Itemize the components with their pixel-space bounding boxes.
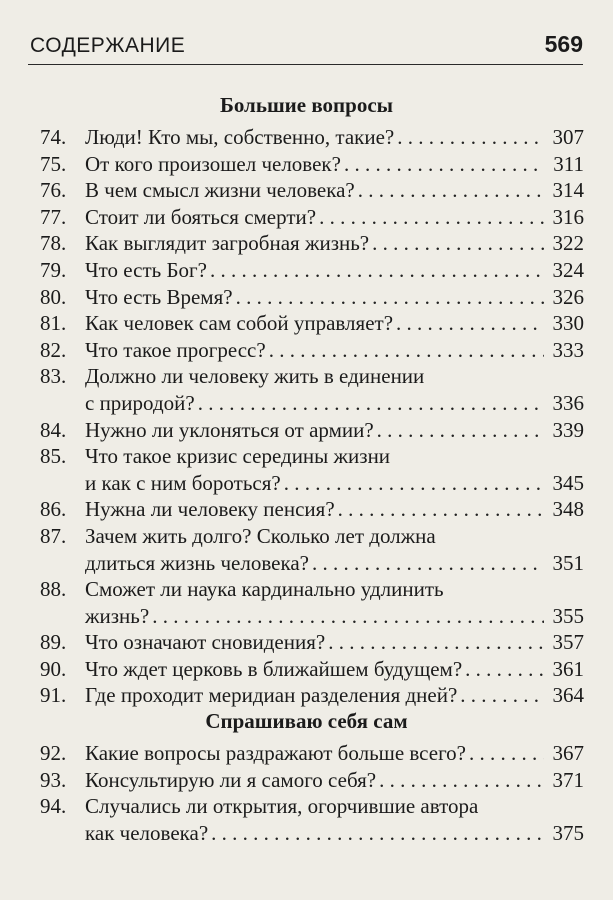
entry-number: 90. [40,656,67,681]
dot-leader [319,204,544,231]
entry-page-number: 311 [553,151,584,176]
dot-leader [284,470,544,497]
toc-entry [40,523,584,550]
dot-leader [152,603,544,630]
entry-title: жизнь? [85,603,150,628]
dot-leader [198,390,544,417]
entry-number: 86. [40,497,67,522]
entry-number: 83. [40,364,67,389]
entry-title: Консультирую ли я самого себя? [85,767,377,792]
dot-leader [372,230,544,257]
entry-page-number: 351 [552,550,584,575]
entry-title: и как с ним бороться? [85,470,281,495]
toc-entry-continuation [40,550,584,577]
toc-entry [40,124,584,151]
dot-leader [460,682,544,709]
entry-page-number: 314 [552,178,584,203]
entry-number: 81. [40,311,67,336]
entry-number: 94. [40,794,67,819]
toc-entry [40,363,584,390]
dot-leader [377,417,544,444]
entry-page-number: 345 [552,470,584,495]
entry-page-number: 357 [552,630,584,655]
entry-number: 91. [40,683,67,708]
entry-number: 82. [40,337,67,362]
page-header [28,28,583,65]
toc-entry [40,629,584,656]
dot-leader [469,740,544,767]
entry-title: Что есть Время? [85,284,233,309]
entry-number: 85. [40,444,67,469]
entry-page-number: 330 [552,311,584,336]
toc-list-big-questions [40,124,584,709]
dot-leader [236,284,544,311]
toc-entry [40,496,584,523]
entry-page-number: 355 [552,603,584,628]
toc-entry [40,310,584,337]
running-title: СОДЕРЖАНИЕ [30,34,186,57]
entry-page-number: 307 [552,125,584,149]
entry-number: 93. [40,767,67,792]
toc-entry [40,230,584,257]
entry-page-number: 324 [552,257,584,282]
toc-entry [40,204,584,231]
entry-title: с природой? [85,390,195,415]
entry-page-number: 333 [552,337,584,362]
entry-page-number: 348 [552,497,584,522]
entry-number: 75. [40,151,67,176]
dot-leader [269,337,544,364]
entry-title: Должно ли человеку жить в единении [85,364,425,389]
entry-page-number: 367 [552,741,584,765]
entry-title: Какие вопросы раздражают больше всего? [85,741,466,765]
toc-entry [40,417,584,444]
entry-title: Зачем жить долго? Сколько лет должна [85,523,436,548]
entry-title: Стоит ли бояться смерти? [85,204,317,229]
toc-entry [40,257,584,284]
entry-number: 78. [40,231,67,256]
entry-title: Люди! Кто мы, собственно, такие? [85,125,395,149]
entry-title: Что такое прогресс? [85,337,266,362]
entry-number: 80. [40,284,67,309]
dot-leader [211,820,544,847]
entry-page-number: 326 [552,284,584,309]
toc-entry [40,443,584,470]
dot-leader [344,151,544,178]
toc-entry [40,284,584,311]
entry-page-number: 316 [552,204,584,229]
entry-title: В чем смысл жизни человека? [85,178,355,203]
entry-number: 89. [40,630,67,655]
entry-number: 88. [40,577,67,602]
toc-entry [40,793,584,820]
toc-entry [40,682,584,709]
entry-number: 92. [40,741,67,765]
entry-title: Как человек сам собой управляет? [85,311,394,336]
page-number: 569 [544,31,583,57]
toc-entry-continuation [40,390,584,417]
dot-leader [358,177,544,204]
dot-leader [210,257,544,284]
entry-number: 84. [40,417,67,442]
entry-page-number: 322 [552,231,584,256]
toc-entry [40,151,584,178]
toc-entry-continuation [40,603,584,630]
entry-page-number: 339 [552,417,584,442]
toc-entry [40,740,584,767]
dot-leader [312,550,544,577]
entry-page-number: 371 [552,767,584,792]
entry-title: как человека? [85,820,209,845]
dot-leader [328,629,544,656]
dot-leader [379,767,544,794]
dot-leader [397,124,544,151]
entry-title: Сможет ли наука кардинально удлинить [85,577,444,602]
toc-entry [40,576,584,603]
entry-title: Что есть Бог? [85,257,207,282]
toc-entry [40,767,584,794]
entry-title: Что означают сновидения? [85,630,326,655]
entry-number: 79. [40,257,67,282]
entry-title: Где проходит меридиан разделения дней? [85,683,458,708]
toc-entry-continuation [40,470,584,497]
entry-title: Нужно ли уклоняться от армии? [85,417,374,442]
entry-number: 87. [40,523,67,548]
toc-entry [40,656,584,683]
dot-leader [396,310,544,337]
entry-title: Как выглядит загробная жизнь? [85,231,370,256]
entry-number: 74. [40,125,67,149]
section-heading-self-questions: Спрашиваю себя сам [205,709,408,733]
entry-page-number: 336 [552,390,584,415]
entry-title: От кого произошел человек? [85,151,341,176]
dot-leader [465,656,544,683]
toc-list-self-questions [40,740,584,846]
toc-entry-continuation [40,820,584,847]
entry-page-number: 364 [552,683,584,708]
toc-entry [40,177,584,204]
entry-title: длиться жизнь человека? [85,550,309,575]
entry-title: Что ждет церковь в ближайшем будущем? [85,656,463,681]
entry-number: 76. [40,178,67,203]
entry-title: Случались ли открытия, огорчившие автора [85,794,479,819]
entry-page-number: 375 [552,820,584,845]
toc-entry [40,337,584,364]
entry-title: Нужна ли человеку пенсия? [85,497,335,522]
section-heading-big-questions: Большие вопросы [219,93,394,117]
entry-title: Что такое кризис середины жизни [85,444,391,469]
dot-leader [338,496,544,523]
entry-page-number: 361 [552,656,584,681]
entry-number: 77. [40,204,67,229]
